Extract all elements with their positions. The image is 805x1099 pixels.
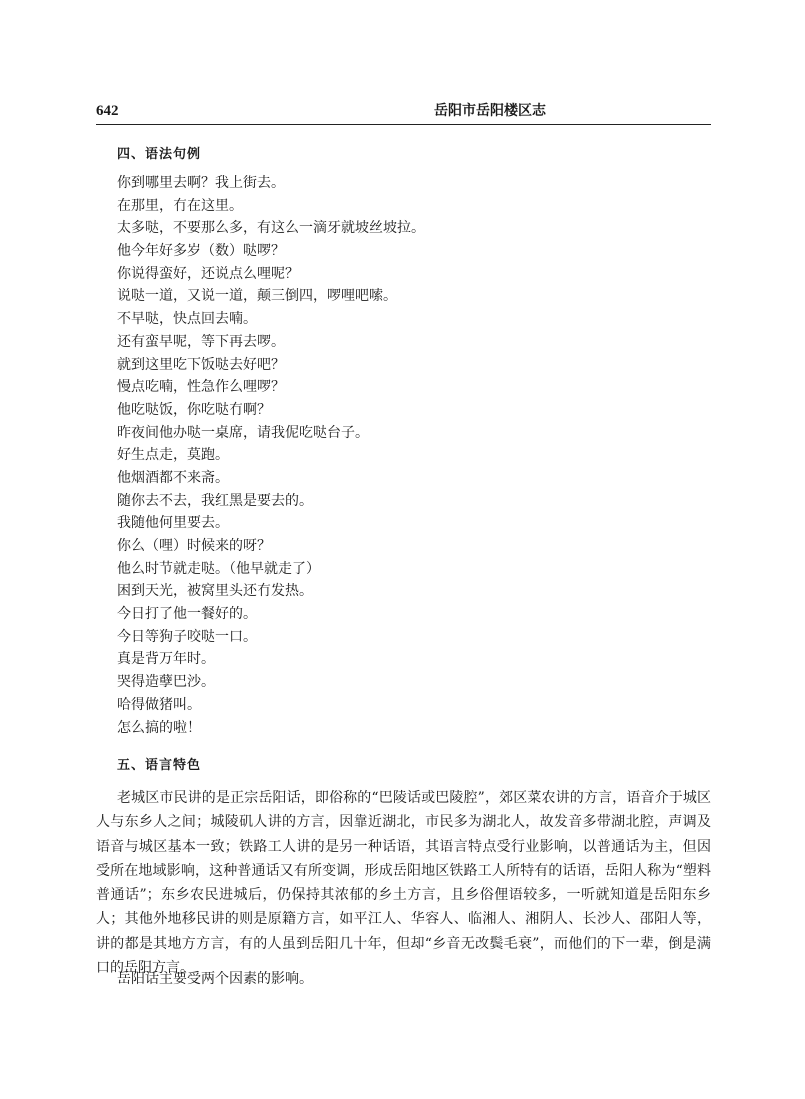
page-header [96, 99, 711, 123]
body-paragraph: 老城区市民讲的是正宗岳阳话，即俗称的“巴陵话或巴陵腔”，郊区菜农讲的方言，语音介于城区人与东乡人之间；城陵矶人讲的方言，因靠近湖北，市民多为湖北人，故发音多带湖北腔，声调及语音与城区基本一致；铁路工人讲的是另一种话语，其语言特点受行业影响，以普通话为主，但因受所在地域影响，这种普通话又有所变调，形成岳阳地区铁路工人所特有的话语，岳阳人称为“塑料普通话”；东乡农民进城后，仍保持其浓郁的乡土方言，且乡俗俚语较多，一听就知道是岳阳东乡人；其他外地移民讲的则是原籍方言，如平江人、华容人、临湘人、湘阴人、长沙人、邵阳人等，讲的都是其地方方言，有的人虽到岳阳几十年，但却“乡音无改鬓毛衰”，而他们的下一辈，倒是满口的岳阳方言。 [96, 790, 711, 977]
example-sentence: 哈得做猪叫。 [117, 696, 201, 713]
example-sentence: 你说得蛮好，还说点么哩呢？ [117, 265, 299, 282]
example-sentence: 我随他何里要去。 [117, 515, 229, 532]
example-sentence: 你么（哩）时候来的呀？ [117, 538, 271, 554]
example-sentence: 困到天光，被窝里头还冇发热。 [117, 583, 313, 600]
section-heading-language-features: 五、语言特色 [117, 758, 202, 773]
example-sentence: 你到哪里去啊？我上街去。 [117, 175, 285, 191]
section-heading-grammar: 四、语法句例 [117, 147, 202, 162]
example-sentence: 在那里，冇在这里。 [117, 197, 243, 214]
example-sentence: 好生点走，莫跑。 [117, 447, 229, 464]
running-title: 岳阳市岳阳楼区志 [434, 103, 546, 119]
example-sentence: 哭得造孽巴沙。 [117, 674, 215, 691]
example-sentence: 他今年好多岁（数）哒啰？ [117, 243, 285, 260]
example-sentence: 今日等狗子咬哒一口。 [117, 628, 257, 645]
example-sentence: 今日打了他一餐好的。 [117, 606, 257, 623]
example-sentence: 就到这里吃下饭哒去好吧？ [117, 356, 285, 373]
example-sentence: 慢点吃喃，性急作么哩啰？ [117, 379, 285, 396]
header-rule [96, 124, 711, 125]
example-sentence: 太多哒，不要那么多，有这么一滴牙就坡丝坡拉。 [117, 220, 425, 237]
page-number: 642 [96, 103, 119, 119]
example-sentence: 他吃哒饭，你吃哒冇啊？ [117, 401, 271, 418]
example-sentence: 还有蛮早呢，等下再去啰。 [117, 333, 285, 350]
example-sentence: 怎么搞的啦！ [117, 719, 201, 736]
example-sentence: 他烟酒都不来斋。 [117, 469, 229, 486]
example-sentence: 说哒一道，又说一道，颠三倒四，啰哩吧嗦。 [117, 288, 397, 305]
body-paragraph: 岳阳话主要受两个因素的影响。 [117, 971, 313, 987]
example-sentence: 他么时节就走哒。（他早就走了） [117, 560, 320, 577]
example-sentence: 昨夜间他办哒一桌席，请我伲吃哒台子。 [117, 424, 369, 441]
example-sentence: 真是背万年时。 [117, 651, 215, 668]
example-sentence: 不早哒，快点回去喃。 [117, 311, 257, 328]
example-sentence: 随你去不去，我红黑是要去的。 [117, 492, 313, 509]
example-sentence-list [117, 172, 707, 739]
